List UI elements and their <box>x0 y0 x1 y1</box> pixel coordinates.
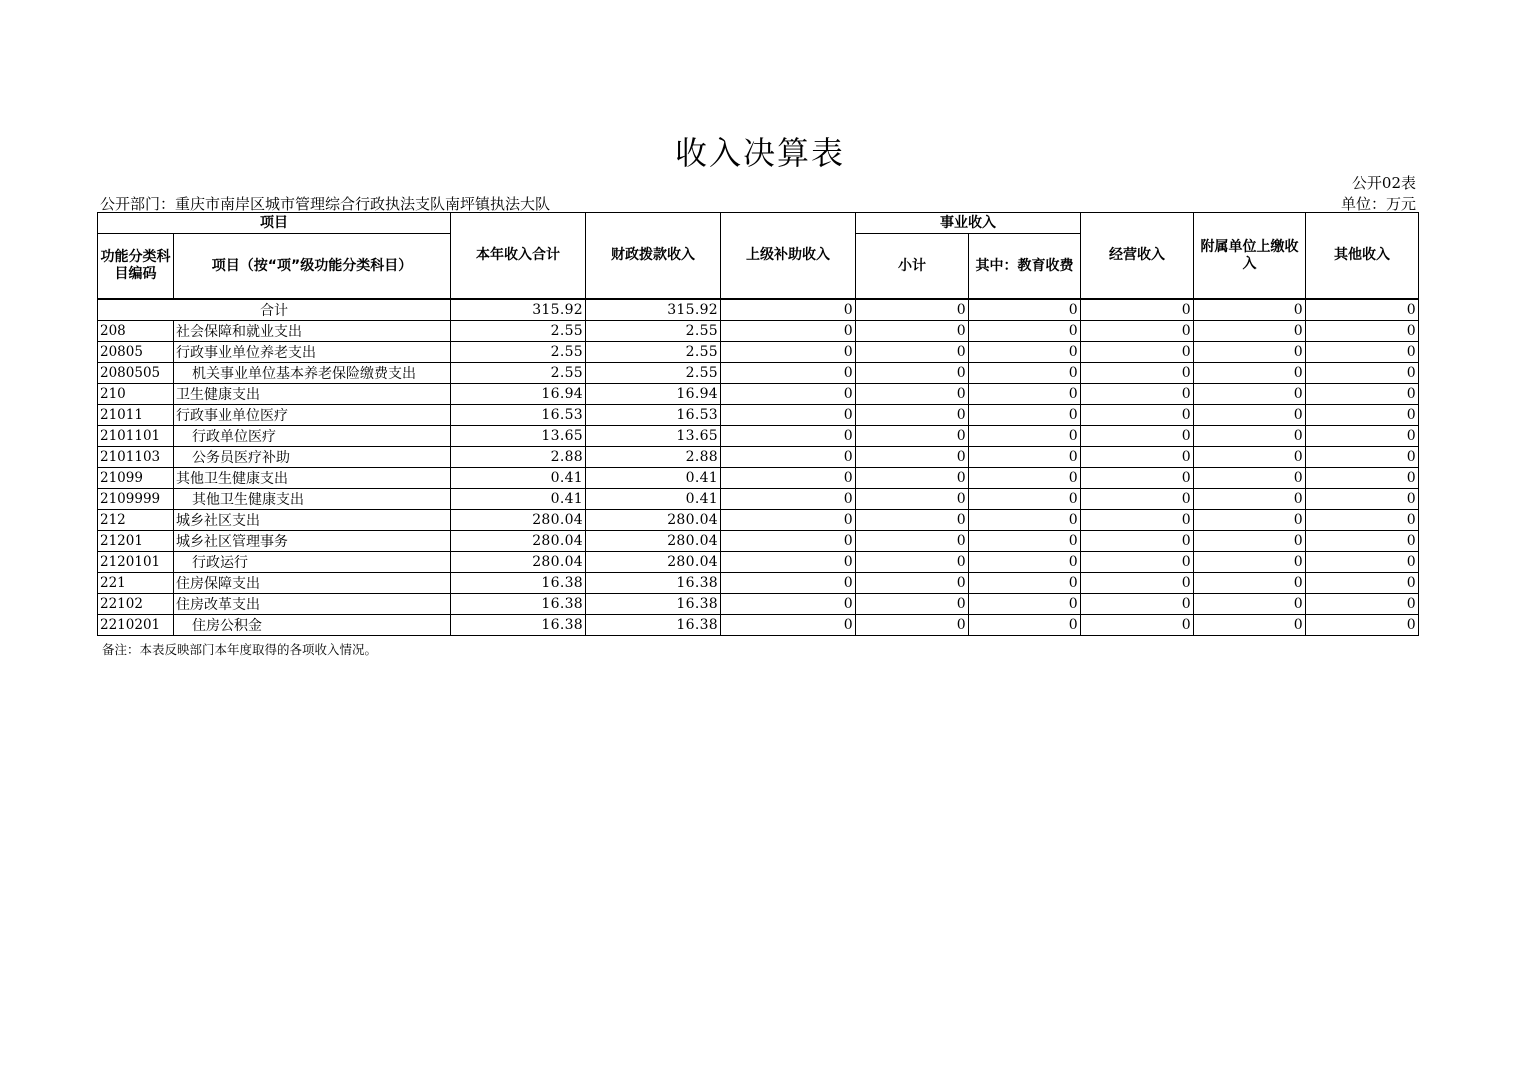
cell-affiliated: 0 <box>1194 384 1306 405</box>
cell-operating: 0 <box>1081 552 1194 573</box>
cell-upper-subsidy: 0 <box>721 300 856 321</box>
table-row <box>98 342 1419 363</box>
cell-total: 0.41 <box>451 468 586 489</box>
cell-affiliated: 0 <box>1194 300 1306 321</box>
table-row <box>98 531 1419 552</box>
cell-name: 行政运行 <box>174 552 451 573</box>
table-row <box>98 426 1419 447</box>
cell-total: 16.53 <box>451 405 586 426</box>
cell-code: 22102 <box>98 594 174 615</box>
header-name: 项目（按“项”级功能分类科目） <box>174 234 451 299</box>
cell-fiscal: 16.53 <box>586 405 721 426</box>
table-row <box>98 615 1419 636</box>
cell-code: 21099 <box>98 468 174 489</box>
cell-upper-subsidy: 0 <box>721 573 856 594</box>
cell-fiscal: 16.94 <box>586 384 721 405</box>
footnote: 备注：本表反映部门本年度取得的各项收入情况。 <box>102 642 378 657</box>
cell-upper-subsidy: 0 <box>721 384 856 405</box>
unit-label: 单位：万元 <box>1340 195 1416 213</box>
cell-fiscal: 16.38 <box>586 573 721 594</box>
cell-name: 社会保障和就业支出 <box>174 321 451 342</box>
page-title: 收入决算表 <box>674 134 845 172</box>
cell-other: 0 <box>1306 300 1419 321</box>
table-row <box>98 573 1419 594</box>
cell-fiscal: 280.04 <box>586 531 721 552</box>
cell-other: 0 <box>1306 468 1419 489</box>
cell-fiscal: 13.65 <box>586 426 721 447</box>
cell-affiliated: 0 <box>1194 447 1306 468</box>
cell-operating: 0 <box>1081 510 1194 531</box>
form-number: 公开02表 <box>1351 174 1416 192</box>
cell-fiscal: 0.41 <box>586 468 721 489</box>
table-body <box>98 299 1419 636</box>
cell-code: 2101103 <box>98 447 174 468</box>
cell-other: 0 <box>1306 447 1419 468</box>
cell-name: 机关事业单位基本养老保险缴费支出 <box>174 363 451 384</box>
cell-total: 16.38 <box>451 594 586 615</box>
header-project: 项目 <box>98 213 451 234</box>
cell-code: 210 <box>98 384 174 405</box>
cell-fiscal: 2.88 <box>586 447 721 468</box>
cell-operating: 0 <box>1081 321 1194 342</box>
cell-fiscal: 315.92 <box>586 300 721 321</box>
header-affiliated: 附属单位上缴收入 <box>1194 213 1306 299</box>
cell-affiliated: 0 <box>1194 510 1306 531</box>
cell-education: 0 <box>969 468 1081 489</box>
cell-total: 16.38 <box>451 615 586 636</box>
cell-subtotal: 0 <box>856 531 969 552</box>
cell-fiscal: 16.38 <box>586 615 721 636</box>
cell-total: 2.55 <box>451 342 586 363</box>
cell-subtotal: 0 <box>856 363 969 384</box>
cell-affiliated: 0 <box>1194 552 1306 573</box>
cell-affiliated: 0 <box>1194 405 1306 426</box>
cell-education: 0 <box>969 300 1081 321</box>
header-education: 其中：教育收费 <box>969 234 1081 299</box>
cell-other: 0 <box>1306 342 1419 363</box>
cell-total: 13.65 <box>451 426 586 447</box>
header-code: 功能分类科目编码 <box>98 234 174 299</box>
cell-other: 0 <box>1306 615 1419 636</box>
cell-other: 0 <box>1306 426 1419 447</box>
cell-code: 21201 <box>98 531 174 552</box>
cell-other: 0 <box>1306 405 1419 426</box>
cell-name: 行政单位医疗 <box>174 426 451 447</box>
header-total: 本年收入合计 <box>451 213 586 299</box>
cell-subtotal: 0 <box>856 321 969 342</box>
cell-affiliated: 0 <box>1194 573 1306 594</box>
department-label: 公开部门：重庆市南岸区城市管理综合行政执法支队南坪镇执法大队 <box>100 195 551 213</box>
cell-name: 住房公积金 <box>174 615 451 636</box>
cell-upper-subsidy: 0 <box>721 363 856 384</box>
header-fiscal: 财政拨款收入 <box>586 213 721 299</box>
cell-operating: 0 <box>1081 531 1194 552</box>
cell-total: 2.55 <box>451 321 586 342</box>
cell-education: 0 <box>969 489 1081 510</box>
cell-subtotal: 0 <box>856 426 969 447</box>
cell-subtotal: 0 <box>856 447 969 468</box>
cell-code: 2080505 <box>98 363 174 384</box>
cell-other: 0 <box>1306 552 1419 573</box>
cell-total: 315.92 <box>451 300 586 321</box>
cell-operating: 0 <box>1081 384 1194 405</box>
cell-total: 0.41 <box>451 489 586 510</box>
cell-subtotal: 0 <box>856 300 969 321</box>
cell-code: 20805 <box>98 342 174 363</box>
table-row <box>98 384 1419 405</box>
cell-upper-subsidy: 0 <box>721 426 856 447</box>
cell-education: 0 <box>969 552 1081 573</box>
cell-affiliated: 0 <box>1194 468 1306 489</box>
cell-upper-subsidy: 0 <box>721 552 856 573</box>
table-header <box>98 213 1419 299</box>
header-upper-subsidy: 上级补助收入 <box>721 213 856 299</box>
cell-upper-subsidy: 0 <box>721 405 856 426</box>
cell-total: 2.88 <box>451 447 586 468</box>
cell-education: 0 <box>969 594 1081 615</box>
total-row <box>98 300 1419 321</box>
cell-code: 21011 <box>98 405 174 426</box>
cell-upper-subsidy: 0 <box>721 342 856 363</box>
cell-total: 16.94 <box>451 384 586 405</box>
cell-code: 2109999 <box>98 489 174 510</box>
cell-code: 2120101 <box>98 552 174 573</box>
cell-operating: 0 <box>1081 489 1194 510</box>
header-operating: 经营收入 <box>1081 213 1194 299</box>
cell-education: 0 <box>969 426 1081 447</box>
cell-name: 城乡社区支出 <box>174 510 451 531</box>
cell-affiliated: 0 <box>1194 615 1306 636</box>
cell-operating: 0 <box>1081 594 1194 615</box>
cell-operating: 0 <box>1081 447 1194 468</box>
cell-total: 280.04 <box>451 531 586 552</box>
cell-operating: 0 <box>1081 468 1194 489</box>
cell-other: 0 <box>1306 489 1419 510</box>
cell-education: 0 <box>969 615 1081 636</box>
cell-subtotal: 0 <box>856 342 969 363</box>
cell-operating: 0 <box>1081 426 1194 447</box>
cell-total: 280.04 <box>451 552 586 573</box>
cell-subtotal: 0 <box>856 489 969 510</box>
cell-fiscal: 16.38 <box>586 594 721 615</box>
cell-code: 208 <box>98 321 174 342</box>
table-row <box>98 489 1419 510</box>
cell-subtotal: 0 <box>856 615 969 636</box>
cell-upper-subsidy: 0 <box>721 447 856 468</box>
cell-subtotal: 0 <box>856 594 969 615</box>
cell-upper-subsidy: 0 <box>721 321 856 342</box>
cell-affiliated: 0 <box>1194 531 1306 552</box>
cell-other: 0 <box>1306 510 1419 531</box>
cell-upper-subsidy: 0 <box>721 615 856 636</box>
table-row <box>98 363 1419 384</box>
cell-name: 其他卫生健康支出 <box>174 468 451 489</box>
cell-fiscal: 2.55 <box>586 342 721 363</box>
cell-total: 2.55 <box>451 363 586 384</box>
cell-upper-subsidy: 0 <box>721 531 856 552</box>
cell-fiscal: 2.55 <box>586 363 721 384</box>
cell-affiliated: 0 <box>1194 594 1306 615</box>
cell-other: 0 <box>1306 363 1419 384</box>
header-other: 其他收入 <box>1306 213 1419 299</box>
cell-affiliated: 0 <box>1194 489 1306 510</box>
cell-education: 0 <box>969 363 1081 384</box>
cell-subtotal: 0 <box>856 573 969 594</box>
cell-education: 0 <box>969 531 1081 552</box>
cell-affiliated: 0 <box>1194 426 1306 447</box>
cell-name: 行政事业单位养老支出 <box>174 342 451 363</box>
cell-code: 2210201 <box>98 615 174 636</box>
cell-name: 卫生健康支出 <box>174 384 451 405</box>
cell-education: 0 <box>969 510 1081 531</box>
cell-upper-subsidy: 0 <box>721 489 856 510</box>
table-row <box>98 552 1419 573</box>
cell-name: 住房改革支出 <box>174 594 451 615</box>
cell-education: 0 <box>969 342 1081 363</box>
cell-other: 0 <box>1306 573 1419 594</box>
table-row <box>98 468 1419 489</box>
cell-other: 0 <box>1306 384 1419 405</box>
cell-affiliated: 0 <box>1194 342 1306 363</box>
cell-other: 0 <box>1306 594 1419 615</box>
cell-subtotal: 0 <box>856 468 969 489</box>
cell-name: 城乡社区管理事务 <box>174 531 451 552</box>
cell-operating: 0 <box>1081 363 1194 384</box>
cell-upper-subsidy: 0 <box>721 510 856 531</box>
cell-fiscal: 2.55 <box>586 321 721 342</box>
cell-fiscal: 0.41 <box>586 489 721 510</box>
cell-code: 212 <box>98 510 174 531</box>
cell-operating: 0 <box>1081 405 1194 426</box>
cell-affiliated: 0 <box>1194 363 1306 384</box>
cell-other: 0 <box>1306 531 1419 552</box>
cell-operating: 0 <box>1081 342 1194 363</box>
cell-total: 16.38 <box>451 573 586 594</box>
cell-subtotal: 0 <box>856 405 969 426</box>
cell-other: 0 <box>1306 321 1419 342</box>
cell-subtotal: 0 <box>856 384 969 405</box>
cell-code: 221 <box>98 573 174 594</box>
table-row <box>98 594 1419 615</box>
cell-subtotal: 0 <box>856 552 969 573</box>
cell-education: 0 <box>969 321 1081 342</box>
cell-name: 公务员医疗补助 <box>174 447 451 468</box>
cell-fiscal: 280.04 <box>586 510 721 531</box>
cell-education: 0 <box>969 573 1081 594</box>
header-subtotal: 小计 <box>856 234 969 299</box>
cell-subtotal: 0 <box>856 510 969 531</box>
cell-name: 住房保障支出 <box>174 573 451 594</box>
cell-name: 其他卫生健康支出 <box>174 489 451 510</box>
total-label: 合计 <box>98 300 451 321</box>
cell-upper-subsidy: 0 <box>721 468 856 489</box>
cell-operating: 0 <box>1081 615 1194 636</box>
table-row <box>98 447 1419 468</box>
header-business-income: 事业收入 <box>856 213 1081 234</box>
cell-affiliated: 0 <box>1194 321 1306 342</box>
cell-code: 2101101 <box>98 426 174 447</box>
table-row <box>98 405 1419 426</box>
cell-operating: 0 <box>1081 300 1194 321</box>
cell-education: 0 <box>969 447 1081 468</box>
cell-education: 0 <box>969 384 1081 405</box>
income-table <box>97 212 1419 636</box>
cell-education: 0 <box>969 405 1081 426</box>
table-row <box>98 510 1419 531</box>
cell-name: 行政事业单位医疗 <box>174 405 451 426</box>
cell-fiscal: 280.04 <box>586 552 721 573</box>
cell-total: 280.04 <box>451 510 586 531</box>
cell-upper-subsidy: 0 <box>721 594 856 615</box>
table-row <box>98 321 1419 342</box>
cell-operating: 0 <box>1081 573 1194 594</box>
